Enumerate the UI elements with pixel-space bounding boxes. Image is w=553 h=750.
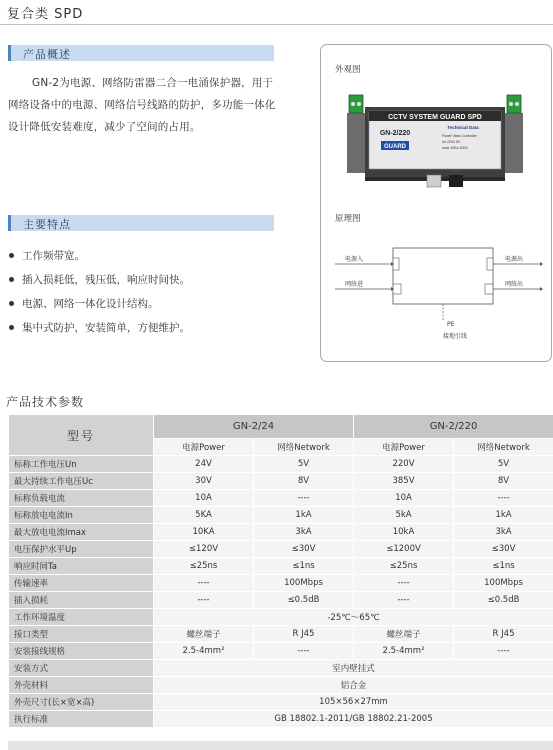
row-label: 标称负载电流 <box>9 490 154 507</box>
cell: GB 18802.1-2011/GB 18802.21-2005 <box>154 711 553 728</box>
model-name: GN-2/24 <box>154 415 354 439</box>
row-label: 安装方式 <box>9 660 154 677</box>
rj45-port <box>427 175 441 187</box>
cell: ---- <box>454 643 553 660</box>
cell: ---- <box>154 592 254 609</box>
cell: 螺丝端子 <box>354 626 454 643</box>
table-row <box>9 575 553 592</box>
column-header: 网络Network <box>454 439 553 456</box>
features-heading-bar <box>8 215 274 231</box>
cell: ≤0.5dB <box>454 592 553 609</box>
feature-item: 工作频带宽。 <box>8 244 190 268</box>
table-row <box>9 473 553 490</box>
svg-text:电源出: 电源出 <box>505 256 524 263</box>
table-row <box>9 592 553 609</box>
svg-text:CCTV SYSTEM GUARD SPD: CCTV SYSTEM GUARD SPD <box>388 114 482 121</box>
cell: ---- <box>354 575 454 592</box>
cell: 105×56×27mm <box>154 694 553 711</box>
cell: ≤1200V <box>354 541 454 558</box>
spd-module-box <box>393 248 493 304</box>
cell: 10kA <box>354 524 454 541</box>
row-label: 外壳尺寸(长×宽×高) <box>9 694 154 711</box>
cell: 5KA <box>154 507 254 524</box>
spec-rows <box>9 456 553 609</box>
cell: 100Mbps <box>454 575 553 592</box>
cell: ≤0.5dB <box>254 592 354 609</box>
cell: 10KA <box>154 524 254 541</box>
table-row <box>9 456 553 473</box>
cell: 1kA <box>254 507 354 524</box>
cell: 5V <box>454 456 553 473</box>
column-header: 网络Network <box>254 439 354 456</box>
device-photo <box>345 93 525 193</box>
svg-text:Power Video Controller: Power Video Controller <box>442 134 477 138</box>
spec-table <box>8 414 553 728</box>
row-label: 电压保护水平Up <box>9 541 154 558</box>
table-row <box>9 490 553 507</box>
svg-text:Un 220V 5V: Un 220V 5V <box>442 140 461 144</box>
cell: ---- <box>154 575 254 592</box>
overview-heading-bar <box>8 45 274 61</box>
cell: ≤1ns <box>454 558 553 575</box>
cell: 室内壁挂式 <box>154 660 553 677</box>
right-mount-bracket <box>505 113 523 173</box>
table-row <box>9 541 553 558</box>
cell: 3kA <box>254 524 354 541</box>
cell: 220V <box>354 456 454 473</box>
cell: -25℃～65℃ <box>154 609 553 626</box>
cell: 30V <box>154 473 254 490</box>
bottom-strip <box>8 741 553 750</box>
cell: 10A <box>354 490 454 507</box>
row-label: 接口类型 <box>9 626 154 643</box>
cell: 2.5-4mm² <box>354 643 454 660</box>
cell: ---- <box>354 592 454 609</box>
page-title: 复合类 SPD <box>7 7 84 22</box>
cell: 100Mbps <box>254 575 354 592</box>
svg-text:PE: PE <box>447 321 455 328</box>
row-label: 插入损耗 <box>9 592 154 609</box>
row-label: 响应时间Ta <box>9 558 154 575</box>
cell: 8V <box>454 473 553 490</box>
cell: 24V <box>154 456 254 473</box>
cell: R J45 <box>454 626 553 643</box>
cell: 10A <box>154 490 254 507</box>
svg-text:Imax 10KA 10KA: Imax 10KA 10KA <box>442 146 468 150</box>
row-label: 外壳材料 <box>9 677 154 694</box>
cell: ≤25ns <box>354 558 454 575</box>
row-label: 传输速率 <box>9 575 154 592</box>
cell: ≤30V <box>454 541 553 558</box>
feature-item: 集中式防护，安装简单，方便维护。 <box>8 316 190 340</box>
cell: ≤120V <box>154 541 254 558</box>
row-label: 标称工作电压Un <box>9 456 154 473</box>
svg-text:接地引线: 接地引线 <box>443 333 468 340</box>
overview-heading: 产品概述 <box>23 48 71 61</box>
row-label: 工作环境温度 <box>9 609 154 626</box>
cell: ---- <box>454 490 553 507</box>
cell: ---- <box>254 643 354 660</box>
rj45-port <box>449 175 463 187</box>
svg-text:GN-2/220: GN-2/220 <box>379 130 411 137</box>
schematic-diagram <box>335 240 545 350</box>
row-label: 安装接线规格 <box>9 643 154 660</box>
column-header: 电源Power <box>354 439 454 456</box>
left-mount-bracket <box>347 113 365 173</box>
model-name: GN-2/220 <box>354 415 553 439</box>
svg-text:Technical Data: Technical Data <box>447 125 479 130</box>
appearance-label: 外观图 <box>335 65 361 75</box>
cell: 5V <box>254 456 354 473</box>
schematic-label: 原理图 <box>335 214 361 224</box>
cell: 5kA <box>354 507 454 524</box>
svg-text:GUARD: GUARD <box>384 144 406 150</box>
cell: 3kA <box>454 524 553 541</box>
cell: 2.5-4mm² <box>154 643 254 660</box>
model-header: 型号 <box>9 415 154 456</box>
feature-list <box>8 244 190 340</box>
feature-item: 电源、网络一体化设计结构。 <box>8 292 190 316</box>
row-label: 执行标准 <box>9 711 154 728</box>
cell: ---- <box>254 490 354 507</box>
table-row <box>9 507 553 524</box>
cell: 螺丝端子 <box>154 626 254 643</box>
column-header: 电源Power <box>154 439 254 456</box>
row-label: 标称放电电流In <box>9 507 154 524</box>
cell: 铝合金 <box>154 677 553 694</box>
cell: 1kA <box>454 507 553 524</box>
params-heading: 产品技术参数 <box>6 395 85 409</box>
svg-text:电源入: 电源入 <box>345 256 364 263</box>
cell: ≤30V <box>254 541 354 558</box>
cell: ≤25ns <box>154 558 254 575</box>
cell: 385V <box>354 473 454 490</box>
svg-text:网络进: 网络进 <box>345 281 364 288</box>
cell: ≤1ns <box>254 558 354 575</box>
row-label: 最大持续工作电压Uc <box>9 473 154 490</box>
features-heading: 主要特点 <box>23 218 71 231</box>
overview-text: GN-2为电源、网络防雷器二合一电涌保护器，用于网络设备中的电源、网络信号线路的防护，多功能一体化设计降低安装难度，减少了空间的占用。 <box>8 77 276 133</box>
row-label: 最大放电电流Imax <box>9 524 154 541</box>
svg-text:网络出: 网络出 <box>505 281 524 288</box>
title-divider <box>0 24 553 25</box>
table-row <box>9 558 553 575</box>
cell: R J45 <box>254 626 354 643</box>
feature-item: 插入损耗低，残压低，响应时间快。 <box>8 268 190 292</box>
table-row <box>9 524 553 541</box>
cell: 8V <box>254 473 354 490</box>
